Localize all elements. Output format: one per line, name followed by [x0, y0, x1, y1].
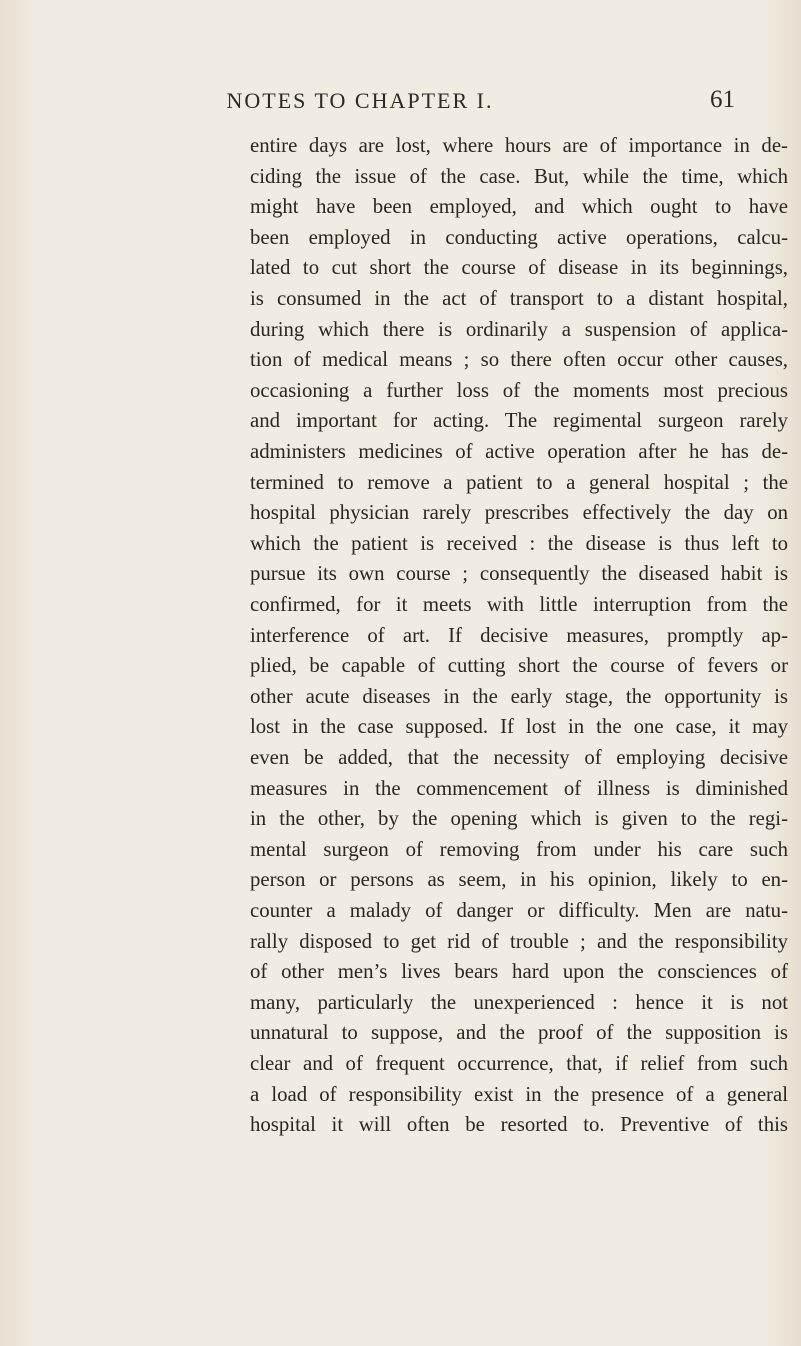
text-line: during which there is ordinarily a suspension of applica-: [250, 317, 788, 341]
text-line: clear and of frequent occurrence, that, if relief from such: [250, 1052, 788, 1075]
text-line: hospital physician rarely prescribes effectively the day on: [250, 501, 788, 525]
text-line: might have been employed, and which ought to have: [250, 195, 788, 219]
text-line: been employed in conducting active operations, calcu-: [250, 225, 788, 249]
text-line: confirmed, for it meets with little interruption from the: [250, 593, 788, 616]
text-line: which the patient is received : the disease is thus left to: [250, 531, 788, 555]
text-line: entire days are lost, where hours are of importance in de-: [250, 134, 788, 157]
text-line: counter a malady of danger or difficulty. Men are natu-: [250, 899, 788, 922]
text-line: a load of responsibility exist in the presence of a general: [250, 1082, 788, 1106]
text-line: lated to cut short the course of disease in its beginnings,: [250, 256, 788, 280]
text-line: other acute diseases in the early stage, the opportunity is: [250, 684, 788, 708]
text-line: and important for acting. The regimental surgeon rarely: [250, 409, 788, 433]
text-line: hospital it will often be resorted to. Preventive of this: [250, 1113, 788, 1137]
text-line: lost in the case supposed. If lost in the one case, it may: [250, 715, 788, 739]
text-line: mental surgeon of removing from under his care such: [250, 837, 788, 861]
text-line: measures in the commencement of illness is diminished: [250, 776, 788, 800]
text-line: of other men’s lives bears hard upon the consciences of: [250, 960, 788, 984]
text-line: ciding the issue of the case. But, while the time, which: [250, 164, 788, 188]
text-line: termined to remove a patient to a general hospital ; the: [250, 470, 788, 494]
text-line: even be added, that the necessity of employing decisive: [250, 746, 788, 769]
text-line: plied, be capable of cutting short the course of fevers or: [250, 654, 788, 678]
text-line: unnatural to suppose, and the proof of the supposition is: [250, 1021, 788, 1045]
page-header: [0, 88, 801, 128]
text-line: person or persons as seem, in his opinion, likely to en-: [250, 868, 788, 892]
text-line: in the other, by the opening which is given to the regi-: [250, 807, 788, 831]
text-line: occasioning a further loss of the moments most precious: [250, 378, 788, 402]
text-line: tion of medical means ; so there often occur other causes,: [250, 348, 788, 372]
running-title: NOTES TO CHAPTER I.: [226, 88, 494, 113]
text-line: rally disposed to get rid of trouble ; and the responsibility: [250, 929, 788, 953]
text-line: many, particularly the unexperienced : hence it is not: [250, 990, 788, 1014]
text-line: is consumed in the act of transport to a distant hospital,: [250, 287, 788, 310]
page-number: 61: [710, 86, 735, 113]
text-line: interference of art. If decisive measures, promptly ap-: [250, 623, 788, 647]
text-line: administers medicines of active operation after he has de-: [250, 440, 788, 463]
text-line: pursue its own course ; consequently the diseased habit is: [250, 562, 788, 586]
